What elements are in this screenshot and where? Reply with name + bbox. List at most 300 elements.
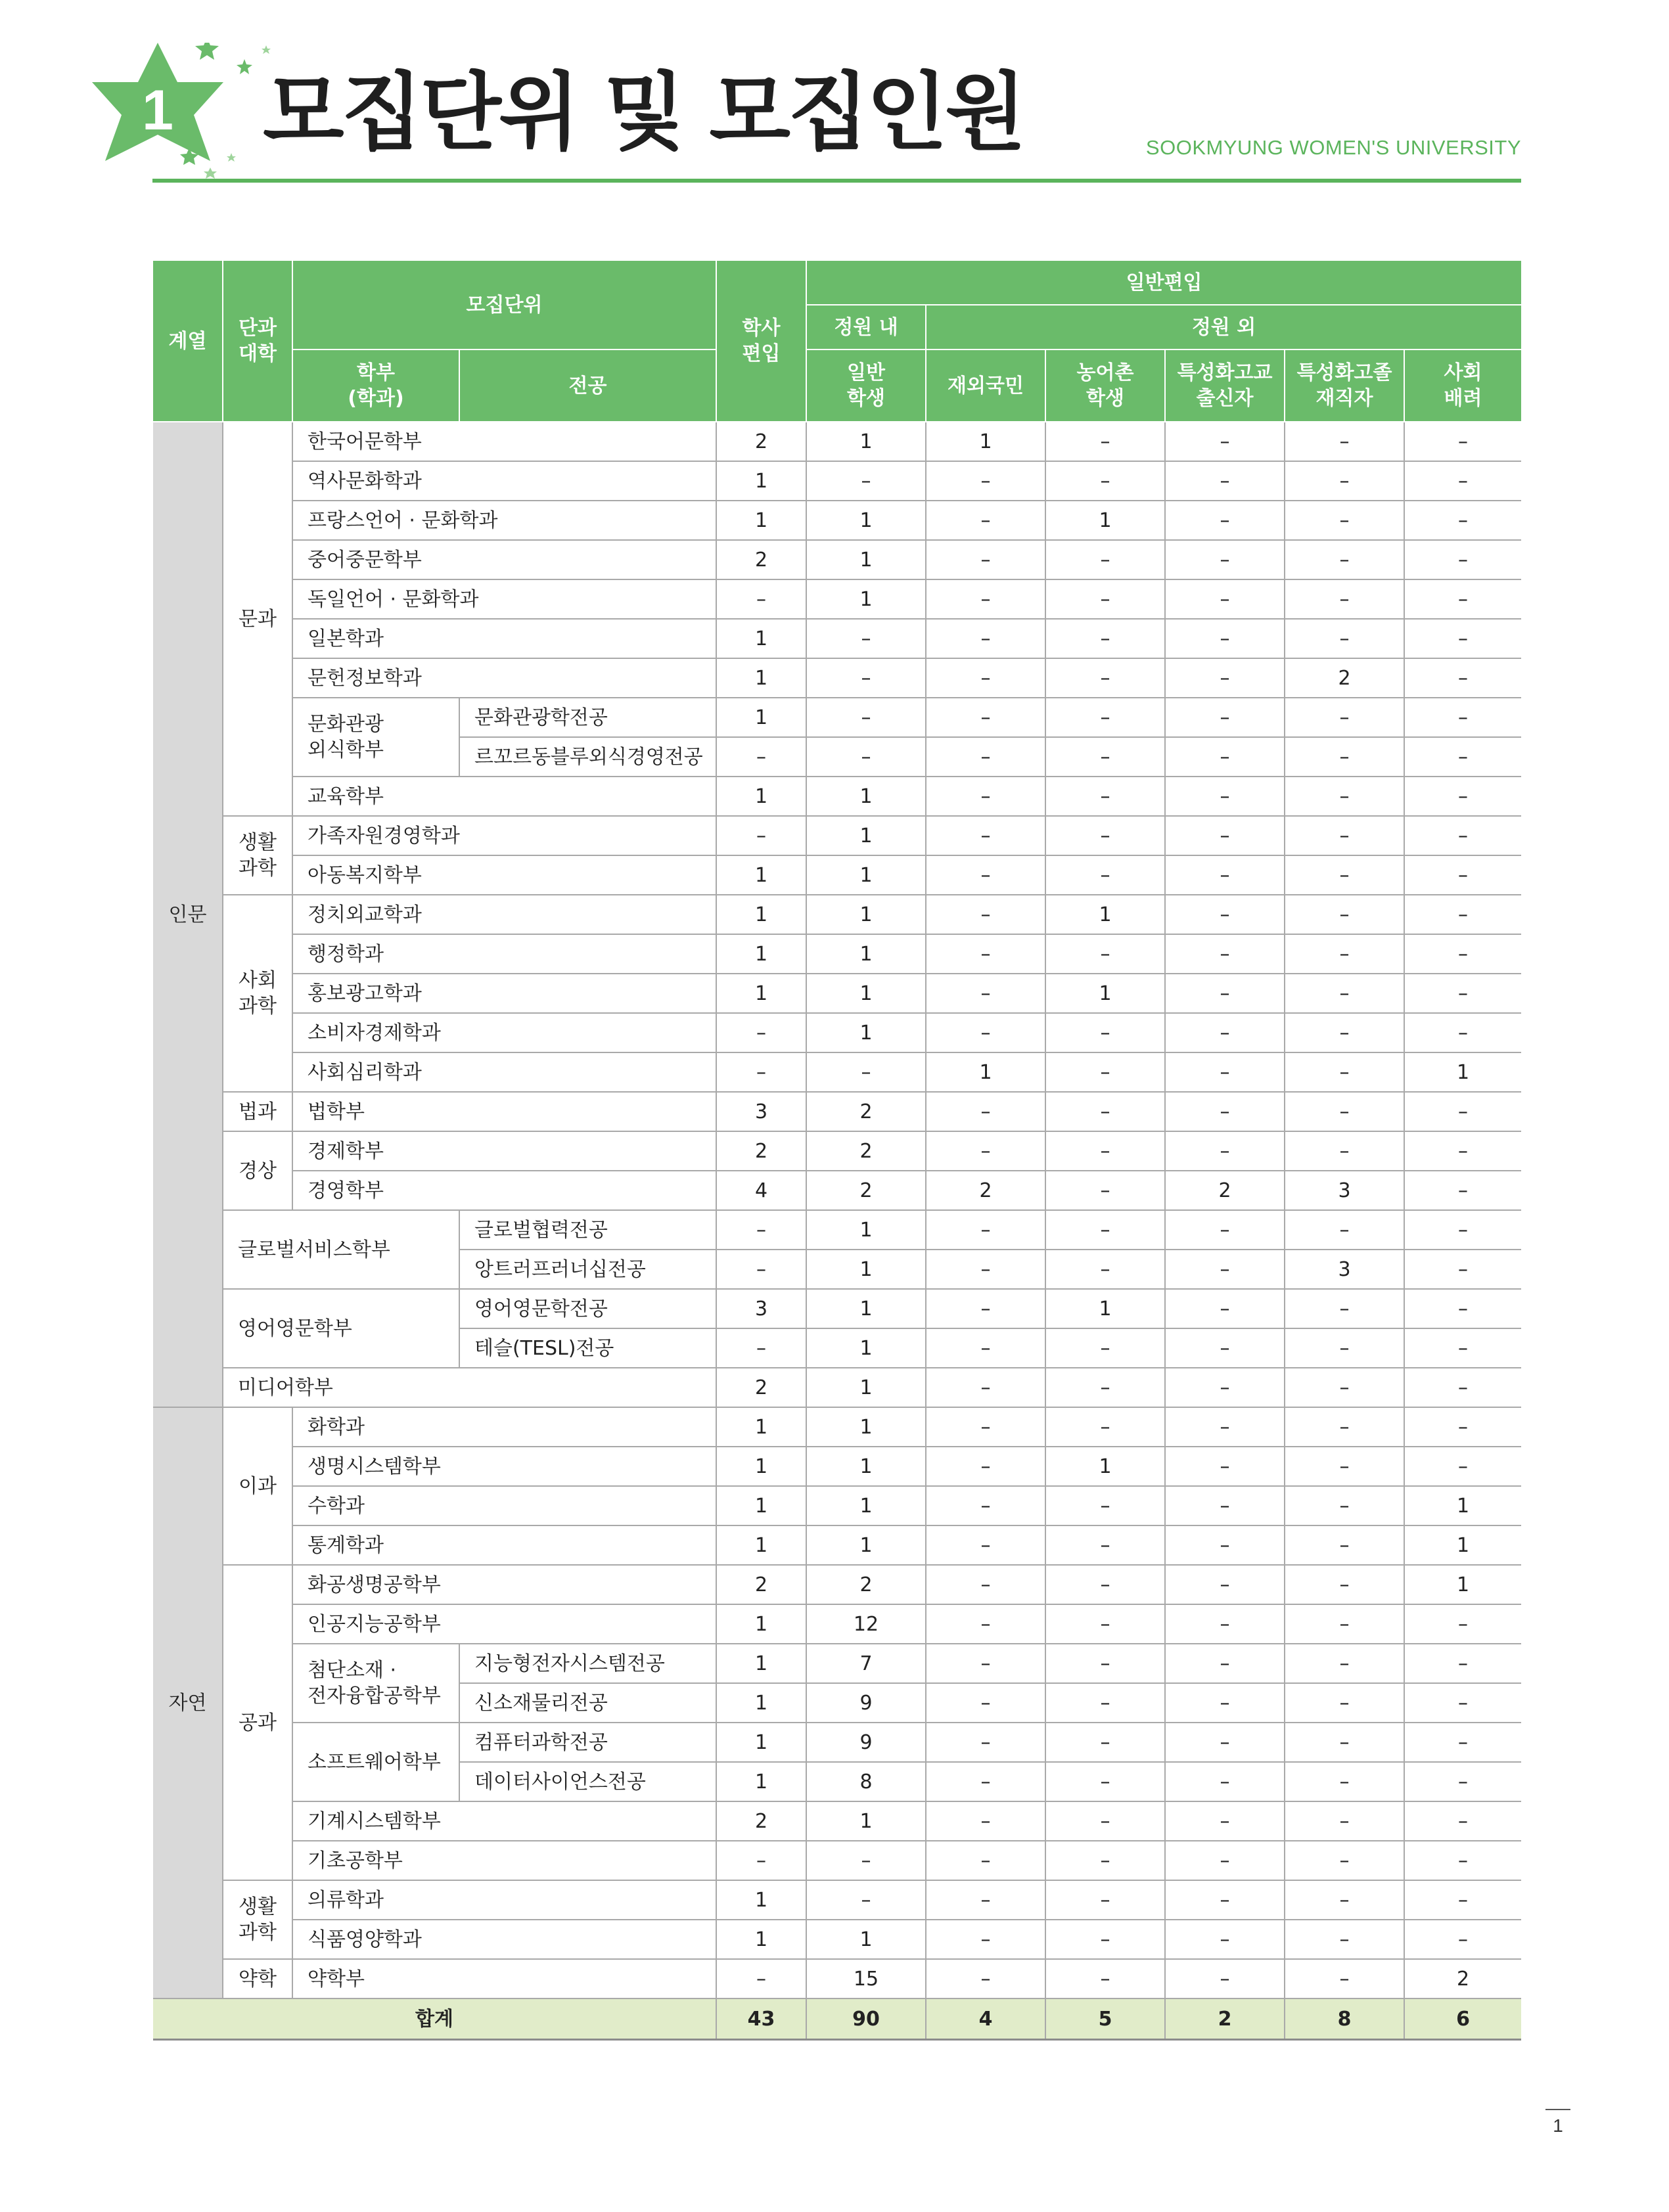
value-cell: – [806,461,926,501]
value-cell: – [1045,422,1165,461]
value-cell: 9 [806,1683,926,1723]
small-star-icon [227,153,236,162]
value-cell: – [926,1604,1045,1644]
value-cell: – [1165,461,1285,501]
value-cell: 1 [716,1723,806,1762]
value-cell: 1 [716,619,806,658]
header-c-special-emp: 특성화고졸 재직자 [1285,350,1404,422]
value-cell: 1 [806,1920,926,1959]
header-general: 일반편입 [806,261,1521,305]
value-cell: – [1404,974,1521,1013]
value-cell: – [806,658,926,698]
value-cell: – [926,1762,1045,1801]
value-cell: – [1404,1250,1521,1289]
value-cell: – [1285,1841,1404,1880]
value-cell: 1 [806,579,926,619]
value-cell: – [1045,1565,1165,1604]
value-cell: – [1165,1762,1285,1801]
unit-cell: 경영학부 [292,1171,716,1210]
value-cell: – [1045,1368,1165,1407]
value-cell: – [926,579,1045,619]
major-cell: 신소재물리전공 [459,1683,716,1723]
page-number: 1 [1545,2109,1570,2136]
value-cell: – [926,1092,1045,1131]
table-row [153,1723,1521,1762]
value-cell: – [1045,1604,1165,1644]
value-cell: 2 [716,1801,806,1841]
value-cell: – [1404,619,1521,658]
value-cell: 15 [806,1959,926,1998]
value-cell: – [1285,461,1404,501]
value-cell: – [926,698,1045,737]
table-row [153,1565,1521,1604]
college-cell: 공과 [223,1565,292,1880]
header-unit: 모집단위 [292,261,716,350]
unit-cell: 약학부 [292,1959,716,1998]
value-cell: – [1285,1486,1404,1525]
small-star-icon [204,168,217,179]
value-cell: 2 [716,422,806,461]
unit-cell: 사회심리학과 [292,1052,716,1092]
value-cell: – [1285,895,1404,934]
value-cell: 3 [1285,1250,1404,1289]
unit-cell: 프랑스언어 · 문화학과 [292,501,716,540]
value-cell: – [1285,1289,1404,1328]
value-cell: – [1404,1407,1521,1447]
value-cell: – [926,1801,1045,1841]
value-cell: – [1404,1880,1521,1920]
admission-quota-table [153,261,1521,2041]
value-cell: – [1165,1052,1285,1092]
table-row [153,1447,1521,1486]
value-cell: – [806,1841,926,1880]
value-cell: – [1404,1920,1521,1959]
value-cell: – [1404,855,1521,895]
unit-cell: 소비자경제학과 [292,1013,716,1052]
unit-cell: 수학과 [292,1486,716,1525]
value-cell: – [926,501,1045,540]
value-cell: – [1285,422,1404,461]
value-cell: – [1165,1210,1285,1250]
value-cell: – [1285,1092,1404,1131]
value-cell: – [1045,579,1165,619]
value-cell: 1 [806,540,926,579]
value-cell: 1 [806,1368,926,1407]
unit-cell: 가족자원경영학과 [292,816,716,855]
value-cell: – [1285,1328,1404,1368]
unit-cell: 생명시스템학부 [292,1447,716,1486]
value-cell: – [1045,777,1165,816]
total-value-cell: 6 [1404,1998,1521,2040]
value-cell: – [926,934,1045,974]
value-cell: – [1285,1052,1404,1092]
table-row [153,1880,1521,1920]
unit-cell: 글로벌서비스학부 [223,1210,459,1289]
value-cell: 8 [806,1762,926,1801]
value-cell: – [1165,1801,1285,1841]
value-cell: – [1285,1959,1404,1998]
small-star-icon [195,43,219,60]
value-cell: 9 [806,1723,926,1762]
major-cell: 컴퓨터과학전공 [459,1723,716,1762]
value-cell: – [1165,658,1285,698]
value-cell: – [1285,1131,1404,1171]
value-cell: – [1404,1092,1521,1131]
value-cell: 1 [716,1604,806,1644]
value-cell: 2 [716,1565,806,1604]
value-cell: – [1045,619,1165,658]
small-star-icon [237,59,252,74]
value-cell: – [926,1920,1045,1959]
value-cell: – [1285,579,1404,619]
value-cell: – [926,1486,1045,1525]
value-cell: – [926,777,1045,816]
unit-cell: 역사문화학과 [292,461,716,501]
value-cell: 2 [806,1131,926,1171]
value-cell: – [1404,698,1521,737]
table-row [153,974,1521,1013]
value-cell: – [1165,1368,1285,1407]
value-cell: – [1045,698,1165,737]
value-cell: – [926,1683,1045,1723]
unit-cell: 인공지능공학부 [292,1604,716,1644]
page-title: 모집단위 및 모집인원 [263,64,1024,162]
value-cell: – [1165,737,1285,777]
value-cell: – [1165,934,1285,974]
value-cell: – [1404,1368,1521,1407]
college-cell: 약학 [223,1959,292,1998]
value-cell: – [926,1328,1045,1368]
unit-cell: 소프트웨어학부 [292,1723,459,1801]
value-cell: 1 [806,974,926,1013]
value-cell: – [1165,1604,1285,1644]
header-gyeyeol: 계열 [153,261,223,422]
value-cell: 3 [716,1092,806,1131]
value-cell: – [926,461,1045,501]
value-cell: – [806,1052,926,1092]
value-cell: – [1165,1880,1285,1920]
value-cell: 1 [716,974,806,1013]
value-cell: 1 [806,1210,926,1250]
title-divider [152,179,1521,183]
value-cell: 2 [806,1171,926,1210]
unit-cell: 화학과 [292,1407,716,1447]
value-cell: – [716,579,806,619]
value-cell: – [926,1959,1045,1998]
value-cell: 1 [806,1525,926,1565]
value-cell: 3 [1285,1171,1404,1210]
value-cell: – [1404,895,1521,934]
value-cell: 1 [716,1407,806,1447]
small-star-icon [262,45,271,54]
value-cell: 1 [806,1328,926,1368]
value-cell: – [926,1210,1045,1250]
header-c-general: 일반 학생 [806,350,926,422]
value-cell: – [1404,816,1521,855]
value-cell: – [1404,737,1521,777]
value-cell: 1 [806,1250,926,1289]
value-cell: 1 [806,1407,926,1447]
college-cell: 사회 과학 [223,895,292,1092]
value-cell: 1 [1045,895,1165,934]
group-cell: 자연 [153,1407,223,1998]
value-cell: – [926,974,1045,1013]
table-row [153,816,1521,855]
value-cell: – [1165,1447,1285,1486]
value-cell: – [1165,1013,1285,1052]
table-row [153,540,1521,579]
unit-cell: 기계시스템학부 [292,1801,716,1841]
value-cell: – [1165,1486,1285,1525]
value-cell: – [1404,658,1521,698]
value-cell: – [1285,1762,1404,1801]
header-in-quota: 정원 내 [806,305,926,350]
value-cell: – [716,1328,806,1368]
value-cell: 1 [716,895,806,934]
value-cell: 1 [1404,1486,1521,1525]
table-row [153,1644,1521,1683]
table-row [153,461,1521,501]
value-cell: – [1404,1604,1521,1644]
value-cell: – [1045,1328,1165,1368]
value-cell: – [1404,501,1521,540]
table-row [153,1920,1521,1959]
value-cell: 1 [806,895,926,934]
table-row [153,1407,1521,1447]
value-cell: – [1404,461,1521,501]
unit-cell: 중어중문학부 [292,540,716,579]
header-dept: 학부 (학과) [292,350,459,422]
value-cell: – [1285,1604,1404,1644]
value-cell: – [806,1880,926,1920]
value-cell: 1 [806,501,926,540]
unit-cell: 통계학과 [292,1525,716,1565]
total-row [153,1998,1521,2040]
value-cell: – [1045,1801,1165,1841]
value-cell: 1 [716,1525,806,1565]
value-cell: – [1285,698,1404,737]
header-major: 전공 [459,350,716,422]
college-cell: 생활 과학 [223,816,292,895]
value-cell: – [716,737,806,777]
value-cell: – [1404,1644,1521,1683]
table-row [153,855,1521,895]
page-header [0,0,1669,197]
unit-cell: 한국어문학부 [292,422,716,461]
value-cell: – [1404,1683,1521,1723]
total-value-cell: 2 [1165,1998,1285,2040]
value-cell: – [1045,1762,1165,1801]
table-row [153,1131,1521,1171]
value-cell: – [926,816,1045,855]
table-row [153,895,1521,934]
value-cell: – [1045,1841,1165,1880]
value-cell: – [1165,1407,1285,1447]
table-row [153,777,1521,816]
value-cell: – [1045,816,1165,855]
value-cell: – [1404,1723,1521,1762]
header-c-overseas: 재외국민 [926,350,1045,422]
table-row [153,1092,1521,1131]
total-value-cell: 5 [1045,1998,1165,2040]
value-cell: 1 [806,1289,926,1328]
unit-cell: 일본학과 [292,619,716,658]
value-cell: 2 [716,540,806,579]
table-body [153,422,1521,2040]
unit-cell: 경제학부 [292,1131,716,1171]
value-cell: – [716,1210,806,1250]
header-c-social: 사회 배려 [1404,350,1521,422]
value-cell: – [926,737,1045,777]
value-cell: – [1285,540,1404,579]
value-cell: – [1165,974,1285,1013]
unit-cell: 홍보광고학과 [292,974,716,1013]
value-cell: 1 [716,1762,806,1801]
value-cell: – [806,619,926,658]
value-cell: 4 [716,1171,806,1210]
value-cell: 1 [716,1447,806,1486]
total-value-cell: 43 [716,1998,806,2040]
total-value-cell: 8 [1285,1998,1404,2040]
value-cell: – [1404,540,1521,579]
value-cell: – [1285,934,1404,974]
value-cell: 1 [806,1801,926,1841]
value-cell: – [1285,855,1404,895]
value-cell: – [1285,1447,1404,1486]
value-cell: 1 [716,658,806,698]
value-cell: – [926,1407,1045,1447]
value-cell: – [1404,1447,1521,1486]
value-cell: – [1404,777,1521,816]
college-cell: 문과 [223,422,292,816]
value-cell: – [1165,777,1285,816]
college-cell: 경상 [223,1131,292,1210]
value-cell: – [926,1644,1045,1683]
value-cell: – [926,1013,1045,1052]
table-row [153,1801,1521,1841]
value-cell: – [1404,1131,1521,1171]
table-row [153,1604,1521,1644]
value-cell: – [716,1013,806,1052]
table-row [153,934,1521,974]
value-cell: – [1285,816,1404,855]
major-cell: 문화관광학전공 [459,698,716,737]
value-cell: – [1165,579,1285,619]
value-cell: – [926,1525,1045,1565]
value-cell: – [1285,1407,1404,1447]
value-cell: – [1045,934,1165,974]
unit-cell: 식품영양학과 [292,1920,716,1959]
value-cell: – [1045,1131,1165,1171]
value-cell: – [1045,1092,1165,1131]
value-cell: – [1045,1407,1165,1447]
value-cell: – [926,855,1045,895]
value-cell: – [1045,1880,1165,1920]
value-cell: – [1165,1723,1285,1762]
value-cell: 1 [716,1683,806,1723]
value-cell: 1 [716,461,806,501]
value-cell: – [1045,737,1165,777]
value-cell: – [1165,855,1285,895]
value-cell: 2 [806,1565,926,1604]
header-bachelor: 학사 편입 [716,261,806,422]
table-row [153,1525,1521,1565]
value-cell: – [926,1723,1045,1762]
value-cell: – [926,540,1045,579]
college-cell: 이과 [223,1407,292,1565]
value-cell: 1 [806,816,926,855]
value-cell: – [1404,1328,1521,1368]
value-cell: – [1165,1289,1285,1328]
major-cell: 앙트러프러너십전공 [459,1250,716,1289]
value-cell: – [1285,737,1404,777]
value-cell: – [1045,1052,1165,1092]
major-cell: 지능형전자시스템전공 [459,1644,716,1683]
value-cell: – [1285,1013,1404,1052]
major-cell: 데이터사이언스전공 [459,1762,716,1801]
value-cell: – [716,1250,806,1289]
value-cell: 2 [716,1131,806,1171]
major-cell: 테슬(TESL)전공 [459,1328,716,1368]
value-cell: – [1165,1328,1285,1368]
value-cell: – [1045,1644,1165,1683]
value-cell: – [926,1250,1045,1289]
value-cell: – [1045,658,1165,698]
value-cell: 1 [1045,1289,1165,1328]
unit-cell: 정치외교학과 [292,895,716,934]
value-cell: 1 [716,501,806,540]
value-cell: 1 [1404,1525,1521,1565]
value-cell: 1 [806,1486,926,1525]
value-cell: – [716,816,806,855]
table-row [153,619,1521,658]
value-cell: – [1285,777,1404,816]
value-cell: – [1285,1565,1404,1604]
table-row [153,658,1521,698]
college-cell: 생활 과학 [223,1880,292,1959]
value-cell: – [1165,1841,1285,1880]
value-cell: – [1404,1289,1521,1328]
value-cell: – [926,1289,1045,1328]
value-cell: 1 [716,1880,806,1920]
table-row [153,698,1521,737]
value-cell: 1 [1045,974,1165,1013]
value-cell: 1 [1404,1565,1521,1604]
value-cell: 12 [806,1604,926,1644]
value-cell: 1 [716,1644,806,1683]
group-cell: 인문 [153,422,223,1407]
table-row [153,1368,1521,1407]
unit-cell: 문헌정보학과 [292,658,716,698]
value-cell: 2 [1285,658,1404,698]
value-cell: – [1165,1092,1285,1131]
value-cell: – [716,1052,806,1092]
value-cell: – [926,1131,1045,1171]
table-row [153,1171,1521,1210]
value-cell: 1 [716,1920,806,1959]
value-cell: – [926,1368,1045,1407]
value-cell: – [926,619,1045,658]
value-cell: – [716,1959,806,1998]
value-cell: – [1285,501,1404,540]
university-name: SOOKMYUNG WOMEN'S UNIVERSITY [1145,136,1521,159]
table-row [153,501,1521,540]
value-cell: – [1045,1210,1165,1250]
value-cell: – [926,1447,1045,1486]
value-cell: 1 [806,1013,926,1052]
value-cell: – [926,1565,1045,1604]
value-cell: – [1165,540,1285,579]
